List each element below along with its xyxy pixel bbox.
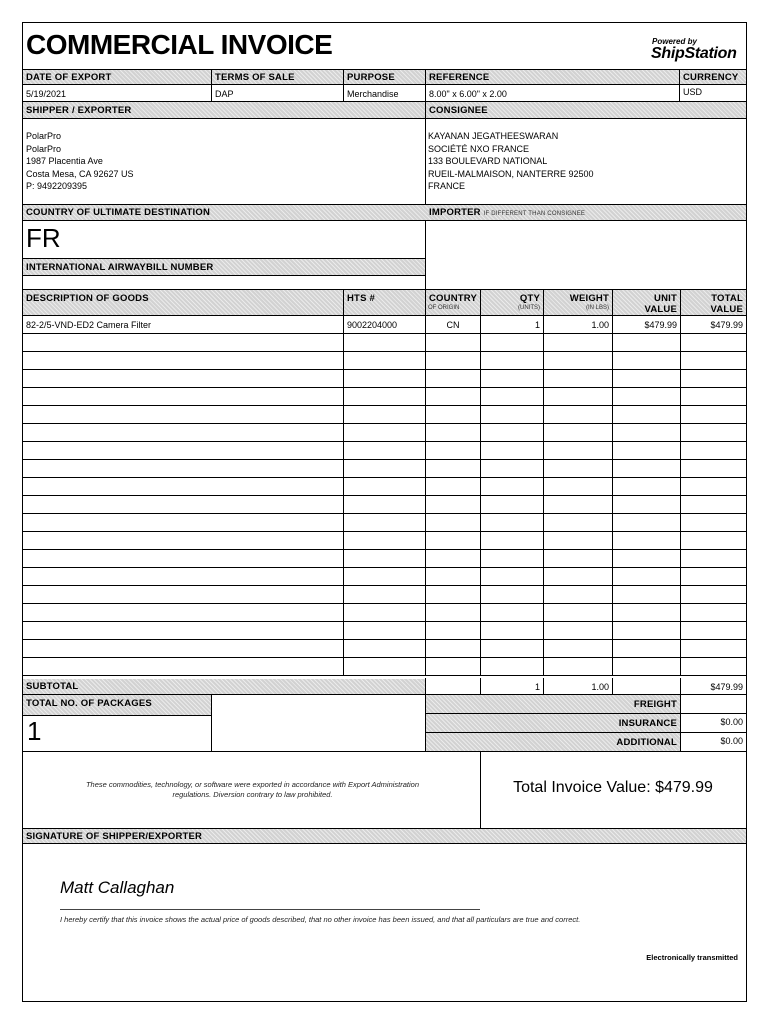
qty-subheader: (UNITS) — [518, 305, 540, 311]
weight-header: WEIGHT — [569, 293, 609, 304]
goods-row-divider — [23, 477, 746, 478]
goods-qty-cell: 1 — [534, 320, 540, 330]
goods-row-divider — [23, 657, 746, 658]
unit-value-header-2: VALUE — [644, 304, 677, 315]
terms-of-sale-label: TERMS OF SALE — [215, 72, 295, 83]
date-of-export-label: DATE OF EXPORT — [26, 72, 112, 83]
goods-row-divider — [23, 459, 746, 460]
insurance-value: $0.00 — [720, 717, 743, 727]
additional-label: ADDITIONAL — [616, 737, 677, 748]
hts-header: HTS # — [347, 293, 375, 304]
goods-column-divider — [543, 289, 544, 676]
qty-header: QTY — [519, 293, 540, 304]
goods-row-divider — [23, 423, 746, 424]
currency-label: CURRENCY — [683, 72, 739, 83]
goods-row-divider — [23, 369, 746, 370]
subtotal-band — [23, 679, 425, 694]
goods-row-divider — [23, 603, 746, 604]
goods-column-divider — [343, 289, 344, 676]
weight-subheader: (IN LBS) — [585, 305, 609, 311]
goods-weight-cell: 1.00 — [591, 320, 609, 330]
freight-value — [681, 698, 746, 700]
unit-value-header-1: UNIT — [654, 293, 677, 304]
subtotal-weight: 1.00 — [591, 682, 609, 692]
goods-row-divider — [23, 495, 746, 496]
goods-row-divider — [23, 441, 746, 442]
goods-row-divider — [23, 567, 746, 568]
terms-of-sale-value: DAP — [215, 89, 234, 99]
subtotal-qty: 1 — [534, 682, 540, 692]
signature-label: SIGNATURE OF SHIPPER/EXPORTER — [26, 831, 203, 842]
reference-label: REFERENCE — [429, 72, 490, 83]
purpose-value: Merchandise — [347, 89, 399, 99]
certification-text: I hereby certify that this invoice shows the actual price of goods described, that no other invoice has been issued, and that all particulars are true and correct. — [60, 915, 581, 924]
goods-unit-value-cell: $479.99 — [644, 320, 677, 330]
electronically-transmitted: Electronically transmitted — [646, 953, 738, 962]
shipper-line: P: 9492209395 — [26, 181, 88, 191]
country-header: COUNTRY — [429, 293, 478, 304]
shipper-line: 1987 Placentia Ave — [26, 156, 103, 166]
goods-row-divider — [23, 405, 746, 406]
purpose-label: PURPOSE — [347, 72, 395, 83]
page-title: COMMERCIAL INVOICE — [26, 29, 333, 60]
goods-row-divider — [23, 387, 746, 388]
currency-value: USD — [683, 87, 703, 97]
goods-row-divider — [23, 639, 746, 640]
goods-row-divider — [23, 351, 746, 352]
goods-column-divider — [680, 289, 681, 676]
goods-row-divider — [23, 621, 746, 622]
total-invoice-value: Total Invoice Value: $479.99 — [513, 779, 713, 796]
airwaybill-label: INTERNATIONAL AIRWAYBILL NUMBER — [26, 262, 214, 273]
goods-column-divider — [480, 289, 481, 676]
goods-row-divider — [23, 549, 746, 550]
export-statement: These commodities, technology, or software were exported in accordance with Export Administration regulations. Diversion contrary to law prohibited. — [85, 780, 420, 799]
consignee-line: 133 BOULEVARD NATIONAL — [428, 156, 548, 166]
shipstation-logo: ShipStation — [651, 45, 737, 62]
goods-country-cell: CN — [446, 320, 460, 330]
goods-hts-cell: 9002204000 — [347, 320, 398, 330]
importer-label-text: IMPORTER — [429, 207, 481, 218]
consignee-line: RUEIL-MALMAISON, NANTERRE 92500 — [428, 168, 594, 179]
shipper-line: PolarPro — [26, 131, 62, 141]
goods-total-value-cell: $479.99 — [710, 320, 743, 330]
description-header: DESCRIPTION OF GOODS — [26, 293, 149, 304]
total-value-header-1: TOTAL — [711, 293, 743, 304]
goods-column-divider — [612, 289, 613, 676]
goods-description-cell: 82-2/5-VND-ED2 Camera Filter — [26, 320, 152, 330]
shipper-label: SHIPPER / EXPORTER — [26, 105, 132, 116]
shipper-line: Costa Mesa, CA 92627 US — [26, 168, 134, 179]
reference-value: 8.00" x 6.00" x 2.00 — [429, 89, 507, 99]
signature-name: Matt Callaghan — [60, 878, 175, 897]
airwaybill-value — [23, 277, 29, 279]
goods-row-divider — [23, 513, 746, 514]
consignee-line: KAYANAN JEGATHEESWARAN — [428, 131, 559, 141]
shipper-line: PolarPro — [26, 143, 62, 154]
destination-value: FR — [26, 223, 61, 253]
goods-row-divider — [23, 675, 746, 676]
country-subheader: OF ORIGIN — [428, 305, 460, 311]
freight-label: FREIGHT — [633, 699, 677, 710]
consignee-address — [428, 130, 738, 193]
importer-label — [426, 206, 588, 221]
goods-row-divider — [23, 333, 746, 334]
importer-note: IF DIFFERENT THAN CONSIGNEE — [483, 211, 586, 217]
consignee-label: CONSIGNEE — [429, 105, 488, 116]
destination-label: COUNTRY OF ULTIMATE DESTINATION — [26, 207, 211, 218]
total-value-header-2: VALUE — [710, 304, 743, 315]
insurance-label: INSURANCE — [618, 718, 677, 729]
subtotal-total: $479.99 — [710, 682, 743, 692]
goods-row-divider — [23, 585, 746, 586]
packages-label: TOTAL NO. OF PACKAGES — [26, 698, 152, 709]
date-of-export-value: 5/19/2021 — [26, 89, 67, 99]
consignee-line: SOCIÉTÉ NXO FRANCE — [428, 143, 530, 154]
goods-grid — [23, 316, 746, 678]
subtotal-label: SUBTOTAL — [26, 681, 79, 692]
shipper-address — [26, 130, 416, 193]
additional-value: $0.00 — [720, 736, 743, 746]
packages-value: 1 — [27, 716, 42, 746]
goods-row-divider — [23, 531, 746, 532]
powered-by-text: Powered by — [652, 37, 697, 46]
consignee-line: FRANCE — [428, 181, 466, 191]
goods-column-divider — [425, 289, 426, 676]
